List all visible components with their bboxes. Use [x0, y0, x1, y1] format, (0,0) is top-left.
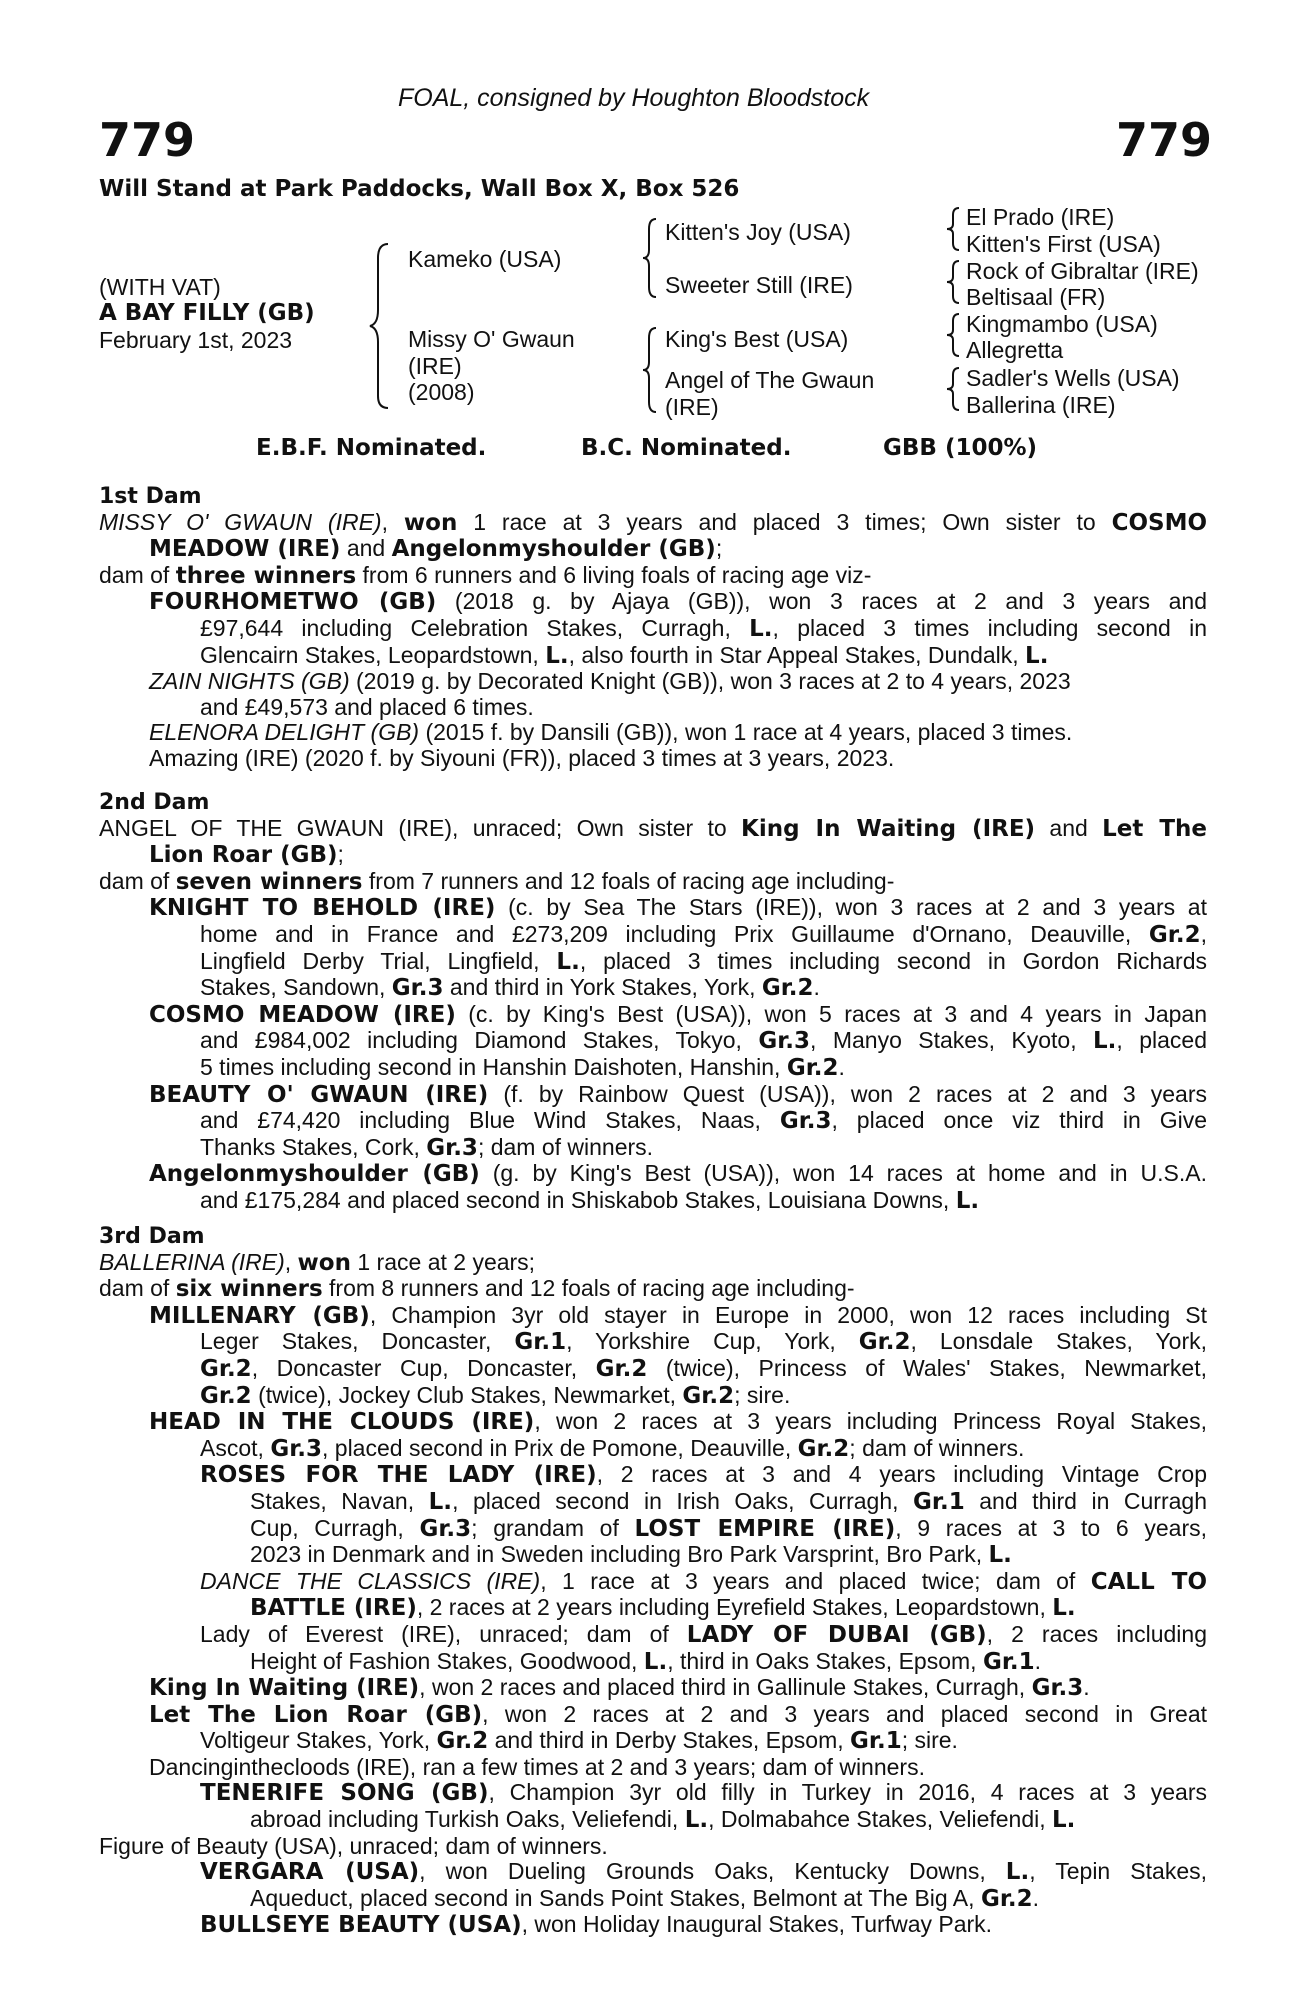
produce-entry: [99, 1542, 1207, 1569]
text: ;: [715, 535, 723, 562]
text: and £74,420 including Blue Wind Stakes, Naas,: [200, 1107, 780, 1134]
horse-name: A BAY FILLY (GB): [99, 300, 315, 326]
dam-sire: King's Best (USA): [665, 326, 849, 352]
consignor-subtitle: FOAL, consigned by Houghton Bloodstock: [398, 84, 870, 112]
text: , placed: [1116, 1027, 1207, 1054]
text: , also fourth in Star Appeal Stakes, Dundalk,: [568, 641, 1026, 668]
ebf-nomination: E.B.F. Nominated.: [256, 435, 487, 461]
text: .: [813, 974, 820, 1001]
text: , 1 race at 3 years and placed twice; dam of: [540, 1567, 1091, 1594]
text: Ascot,: [200, 1434, 271, 1461]
dam-dam-sire: Sadler's Wells (USA): [966, 365, 1180, 391]
produce-entry: [99, 922, 1207, 949]
sibling-name: Angelonmyshoulder (GB): [391, 536, 716, 563]
sire-dam: Sweeter Still (IRE): [665, 272, 853, 298]
sire-sire-sire: El Prado (IRE): [966, 204, 1115, 230]
listed-badge: L.: [1025, 642, 1049, 669]
lot-number-left: 779: [99, 113, 196, 167]
produce-name: DANCE THE CLASSICS (IRE): [200, 1567, 541, 1594]
text: ; sire.: [901, 1727, 958, 1754]
gbb-percentage: GBB (100%): [883, 435, 1038, 461]
listed-badge: L.: [684, 1807, 709, 1834]
text: dam of: [99, 1275, 176, 1302]
text: , placed 3 times including second in Gordon Richards: [579, 947, 1208, 974]
grade-badge: Gr.1: [850, 1728, 902, 1755]
foaling-date: February 1st, 2023: [99, 327, 293, 353]
listed-badge: L.: [988, 1542, 1012, 1569]
produce-name: Let The Lion Roar (GB): [149, 1701, 483, 1728]
text: , Dolmabahce Stakes, Veliefendi,: [708, 1806, 1053, 1833]
text: , won 2 races at 2 and 3 years and placed second in Great: [482, 1700, 1208, 1727]
produce-name: FOURHOMETWO (GB): [149, 589, 437, 616]
produce-entry: [99, 669, 1207, 695]
text: Stakes, Sandown,: [200, 974, 392, 1001]
listed-badge: L.: [1005, 1859, 1030, 1886]
winners-count: seven winners: [175, 868, 363, 895]
listed-badge: L.: [955, 1187, 980, 1214]
produce-entry: [99, 1702, 1207, 1729]
produce-entry: and £49,573 and placed 6 times.: [200, 693, 534, 720]
listed-badge: L.: [749, 615, 773, 642]
won-label: won: [297, 1249, 351, 1276]
text: .: [1034, 1647, 1042, 1674]
text: ;: [337, 841, 344, 868]
produce-name: ROSES FOR THE LADY (IRE): [200, 1462, 597, 1489]
produce-entry: [99, 1409, 1207, 1436]
produce-name: ELENORA DELIGHT (GB): [149, 719, 420, 746]
text: .: [1032, 1884, 1040, 1911]
produce-name: TENERIFE SONG (GB): [200, 1780, 489, 1807]
grade-badge: Gr.1: [913, 1488, 965, 1515]
third-dam-section: [99, 1224, 1207, 1939]
produce-name: KNIGHT TO BEHOLD (IRE): [149, 895, 496, 922]
text: from 6 runners and 6 living foals of racing age viz-: [356, 561, 872, 588]
first-dam-line: [99, 563, 1207, 590]
text: (2018 g. by Ajaya (GB)), won 3 races at 2 and 3 years and: [436, 588, 1207, 615]
text: ,: [381, 508, 404, 535]
text: (2015 f. by Dansili (GB)), won 1 race at 4 years, placed 3 times.: [419, 719, 1073, 746]
produce-entry: [99, 1595, 1207, 1622]
grade-badge: Gr.2: [797, 1435, 850, 1462]
dam-dam: Angel of The Gwaun: [665, 367, 875, 393]
location-line: Will Stand at Park Paddocks, Wall Box X, Box 526: [99, 176, 740, 202]
produce-entry: [99, 1055, 1207, 1082]
produce-entry: [99, 1462, 1207, 1489]
text: 1 race at 2 years;: [350, 1248, 536, 1275]
listed-badge: L.: [545, 642, 569, 669]
produce-name: ZAIN NIGHTS (GB): [149, 668, 350, 695]
lot-number-right: 779: [1116, 113, 1213, 167]
sibling-name: MEADOW (IRE): [149, 536, 341, 563]
text: , third in Oaks Stakes, Epsom,: [667, 1647, 983, 1674]
text: Cup, Curragh,: [250, 1514, 420, 1541]
produce-entry: [99, 643, 1207, 670]
grade-badge: Gr.3: [270, 1435, 322, 1462]
produce-name: BULLSEYE BEAUTY (USA): [200, 1912, 522, 1939]
text: abroad including Turkish Oaks, Veliefendi,: [250, 1806, 685, 1833]
grade-badge: Gr.2: [200, 1382, 252, 1409]
dam-name: BALLERINA (IRE): [99, 1248, 285, 1275]
dam-dam-dam: Ballerina (IRE): [966, 392, 1116, 418]
text: 1 race at 3 years and placed 3 times; Own sister to: [457, 508, 1112, 535]
produce-entry: [99, 616, 1207, 643]
text: and: [1035, 814, 1103, 841]
dam-sire-dam: Allegretta: [966, 337, 1064, 363]
produce-entry: [99, 1807, 1207, 1834]
text: , won 2 races at 3 years including Princess Royal Stakes,: [534, 1408, 1207, 1435]
text: and £175,284 and placed second in Shiskabob Stakes, Louisiana Downs,: [200, 1186, 956, 1213]
text: , Tepin Stakes,: [1029, 1858, 1207, 1885]
text: Thanks Stakes, Cork,: [200, 1133, 427, 1160]
produce-entry: [99, 1912, 1207, 1939]
text: (2019 g. by Decorated Knight (GB)), won 3 races at 2 to 4 years, 2023: [349, 668, 1071, 695]
grade-badge: Gr.3: [426, 1134, 478, 1161]
sibling-name: King In Waiting (IRE): [741, 815, 1036, 842]
third-dam-line: [99, 1250, 1207, 1277]
produce-entry: [99, 1356, 1207, 1383]
produce-entry: [99, 1188, 1207, 1215]
produce-name: BEAUTY O' GWAUN (IRE): [149, 1081, 489, 1108]
text: (c. by Sea The Stars (IRE)), won 3 races at 2 and 3 years at: [495, 894, 1207, 921]
dam: Missy O' Gwaun: [408, 326, 575, 352]
produce-name: King In Waiting (IRE): [149, 1675, 420, 1702]
dam-sire-sire: Kingmambo (USA): [966, 311, 1158, 337]
pedigree-brace-sd: [944, 259, 964, 305]
produce-entry: [99, 1161, 1207, 1188]
produce-entry: [99, 1436, 1207, 1463]
text: Height of Fashion Stakes, Goodwood,: [250, 1647, 644, 1674]
listed-badge: L.: [1052, 1807, 1076, 1834]
grade-badge: Gr.3: [758, 1028, 811, 1055]
text: Leger Stakes, Doncaster,: [200, 1328, 515, 1355]
grade-badge: Gr.2: [595, 1355, 648, 1382]
sire-dam-sire: Rock of Gibraltar (IRE): [966, 258, 1199, 284]
produce-name: BATTLE (IRE): [250, 1595, 417, 1622]
text: and £984,002 including Diamond Stakes, Tokyo,: [200, 1027, 759, 1054]
text: , placed once viz third in Give: [831, 1107, 1207, 1134]
text: from 8 runners and 12 foals of racing age including-: [322, 1275, 855, 1302]
text: , placed second in Irish Oaks, Curragh,: [452, 1487, 914, 1514]
produce-entry: Figure of Beauty (USA), unraced; dam of winners.: [99, 1832, 608, 1859]
pedigree-brace-main: [366, 240, 396, 410]
produce-entry: [99, 1569, 1207, 1596]
text: ; sire.: [734, 1381, 791, 1408]
produce-name: COSMO MEADOW (IRE): [149, 1001, 456, 1028]
text: and: [340, 535, 392, 562]
sire-sire: Kitten's Joy (USA): [665, 219, 851, 245]
sire-dam-dam: Beltisaal (FR): [966, 284, 1106, 310]
text: dam of: [99, 561, 176, 588]
text: .: [1083, 1674, 1090, 1701]
text: and third in Curragh: [964, 1487, 1207, 1514]
grade-badge: Gr.1: [514, 1329, 567, 1356]
grade-badge: Gr.2: [980, 1885, 1033, 1912]
grade-badge: Gr.3: [419, 1515, 472, 1542]
text: (twice), Princess of Wales' Stakes, Newmarket,: [647, 1354, 1207, 1381]
produce-entry: [99, 1135, 1207, 1162]
winners-count: six winners: [175, 1276, 323, 1303]
text: (f. by Rainbow Quest (USA)), won 2 races at 2 and 3 years: [488, 1080, 1207, 1107]
third-dam-heading: 3rd Dam: [99, 1224, 205, 1249]
produce-name: CALL TO: [1090, 1568, 1208, 1595]
text: , Yorkshire Cup, York,: [566, 1328, 859, 1355]
produce-entry: [99, 1329, 1207, 1356]
dam-year: (2008): [408, 379, 475, 405]
text: from 7 runners and 12 foals of racing age including-: [362, 867, 895, 894]
grade-badge: Gr.2: [858, 1329, 911, 1356]
produce-entry: [99, 1886, 1207, 1913]
produce-entry: [99, 949, 1207, 976]
produce-name: VERGARA (USA): [200, 1859, 420, 1886]
pedigree-brace-ss: [944, 206, 964, 252]
produce-entry: [99, 1675, 1207, 1702]
second-dam-heading: 2nd Dam: [99, 790, 210, 815]
listed-badge: L.: [1093, 1028, 1117, 1055]
sibling-name: Let The: [1102, 815, 1207, 842]
dam-name: MISSY O' GWAUN (IRE): [99, 508, 382, 535]
text: £97,644 including Celebration Stakes, Curragh,: [200, 614, 750, 641]
listed-badge: L.: [1052, 1595, 1076, 1622]
produce-entry: [99, 1780, 1207, 1807]
second-dam-section: [99, 790, 1207, 1215]
text: , Doncaster Cup, Doncaster,: [251, 1354, 596, 1381]
text: , Manyo Stakes, Kyoto,: [810, 1027, 1093, 1054]
text: .: [838, 1053, 845, 1080]
grade-badge: Gr.2: [1148, 921, 1201, 948]
text: Aqueduct, placed second in Sands Point Stakes, Belmont at The Big A,: [250, 1884, 981, 1911]
text: Voltigeur Stakes, York,: [200, 1727, 437, 1754]
grade-badge: Gr.2: [200, 1355, 252, 1382]
dam-country: (IRE): [408, 353, 462, 379]
produce-entry: [99, 1303, 1207, 1330]
first-dam-line: [99, 536, 1207, 563]
produce-entry: [99, 720, 1207, 746]
text: , Lonsdale Stakes, York,: [910, 1328, 1207, 1355]
first-dam-line: [99, 510, 1207, 537]
grade-badge: Gr.2: [786, 1054, 839, 1081]
text: , Champion 3yr old stayer in Europe in 2000, won 12 races including St: [369, 1301, 1207, 1328]
listed-badge: L.: [428, 1488, 453, 1515]
text: ,: [284, 1248, 298, 1275]
produce-entry: [99, 1728, 1207, 1755]
winners-count: three winners: [175, 562, 357, 589]
produce-entry: Dancinginthecloods (IRE), ran a few times at 2 and 3 years; dam of winners.: [149, 1753, 925, 1780]
third-dam-line: [99, 1276, 1207, 1303]
listed-badge: L.: [556, 948, 580, 975]
sire: Kameko (USA): [408, 246, 562, 272]
text: dam of: [99, 867, 176, 894]
produce-entry: [99, 895, 1207, 922]
text: 5 times including second in Hanshin Daishoten, Hanshin,: [200, 1053, 787, 1080]
first-dam-section: [99, 484, 1207, 772]
produce-entry: [99, 1516, 1207, 1543]
text: , won 2 races and placed third in Gallinule Stakes, Curragh,: [419, 1674, 1032, 1701]
produce-entry: [99, 1002, 1207, 1029]
text: , won Holiday Inaugural Stakes, Turfway Park.: [521, 1911, 993, 1938]
grade-badge: Gr.2: [761, 975, 814, 1002]
dam-dam-country: (IRE): [665, 394, 719, 420]
grade-badge: Gr.3: [1031, 1675, 1084, 1702]
second-dam-line: [99, 869, 1207, 896]
text: (c. by King's Best (USA)), won 5 races at 3 and 4 years in Japan: [455, 1000, 1207, 1027]
text: ; dam of winners.: [477, 1133, 654, 1160]
grade-badge: Gr.3: [391, 975, 444, 1002]
text: ,: [1200, 920, 1207, 947]
text: and third in Derby Stakes, Epsom,: [488, 1727, 851, 1754]
text: ; grandam of: [471, 1514, 635, 1541]
text: , placed second in Prix de Pomone, Deauville,: [322, 1434, 798, 1461]
second-dam-line: [99, 842, 1207, 869]
listed-badge: L.: [643, 1648, 668, 1675]
text: Lady of Everest (IRE), unraced; dam of: [200, 1620, 687, 1647]
produce-entry: [99, 589, 1207, 616]
text: , placed 3 times including second in: [772, 614, 1207, 641]
sire-sire-dam: Kitten's First (USA): [966, 231, 1161, 257]
produce-entry: [99, 1649, 1207, 1676]
produce-entry: [99, 975, 1207, 1002]
text: , 2 races at 3 and 4 years including Vintage Crop: [596, 1461, 1207, 1488]
bc-nomination: B.C. Nominated.: [581, 435, 792, 461]
produce-entry: [99, 1383, 1207, 1410]
produce-entry: [99, 1108, 1207, 1135]
text: Stakes, Navan,: [250, 1487, 429, 1514]
text: , won Dueling Grounds Oaks, Kentucky Downs,: [419, 1858, 1006, 1885]
produce-name: MILLENARY (GB): [149, 1302, 370, 1329]
text: Glencairn Stakes, Leopardstown,: [200, 641, 546, 668]
produce-name: LOST EMPIRE (IRE): [634, 1515, 896, 1542]
produce-name: LADY OF DUBAI (GB): [686, 1621, 987, 1648]
text: home and in France and £273,209 including Prix Guillaume d'Ornano, Deauville,: [200, 920, 1149, 947]
pedigree-brace-dd: [944, 366, 964, 412]
grade-badge: Gr.2: [682, 1382, 735, 1409]
text: Lingfield Derby Trial, Lingfield,: [200, 947, 557, 974]
produce-entry: [99, 1082, 1207, 1109]
text: and third in York Stakes, York,: [443, 974, 762, 1001]
vat-label: (WITH VAT): [99, 274, 221, 300]
text: , 2 races including: [986, 1620, 1207, 1647]
text: , Champion 3yr old filly in Turkey in 2016, 4 races at 3 years: [488, 1779, 1208, 1806]
grade-badge: Gr.2: [436, 1728, 489, 1755]
text: , 9 races at 3 to 6 years,: [895, 1514, 1207, 1541]
text: 2023 in Denmark and in Sweden including Bro Park Varsprint, Bro Park,: [250, 1541, 989, 1568]
second-dam-line: [99, 816, 1207, 843]
produce-entry: [99, 1622, 1207, 1649]
text: ANGEL OF THE GWAUN (IRE), unraced; Own sister to: [99, 814, 742, 841]
text: ; dam of winners.: [849, 1434, 1025, 1461]
pedigree-brace-ds: [944, 312, 964, 358]
produce-entry: Amazing (IRE) (2020 f. by Siyouni (FR)), placed 3 times at 3 years, 2023.: [149, 744, 895, 771]
text: (g. by King's Best (USA)), won 14 races at home and in U.S.A.: [479, 1160, 1207, 1187]
produce-entry: [99, 1028, 1207, 1055]
grade-badge: Gr.3: [779, 1108, 832, 1135]
text: , 2 races at 2 years including Eyrefield Stakes, Leopardstown,: [416, 1594, 1053, 1621]
won-label: won: [403, 509, 458, 536]
first-dam-heading: 1st Dam: [99, 484, 202, 509]
pedigree-brace-dam: [640, 325, 662, 415]
produce-entry: [99, 1859, 1207, 1886]
produce-name: Angelonmyshoulder (GB): [149, 1161, 480, 1188]
sibling-name: Lion Roar (GB): [149, 842, 338, 869]
pedigree-brace-sire: [640, 216, 662, 300]
grade-badge: Gr.1: [982, 1648, 1035, 1675]
produce-entry: [99, 1489, 1207, 1516]
text: (twice), Jockey Club Stakes, Newmarket,: [251, 1381, 683, 1408]
produce-name: HEAD IN THE CLOUDS (IRE): [149, 1409, 535, 1436]
sibling-name: COSMO: [1111, 509, 1208, 536]
